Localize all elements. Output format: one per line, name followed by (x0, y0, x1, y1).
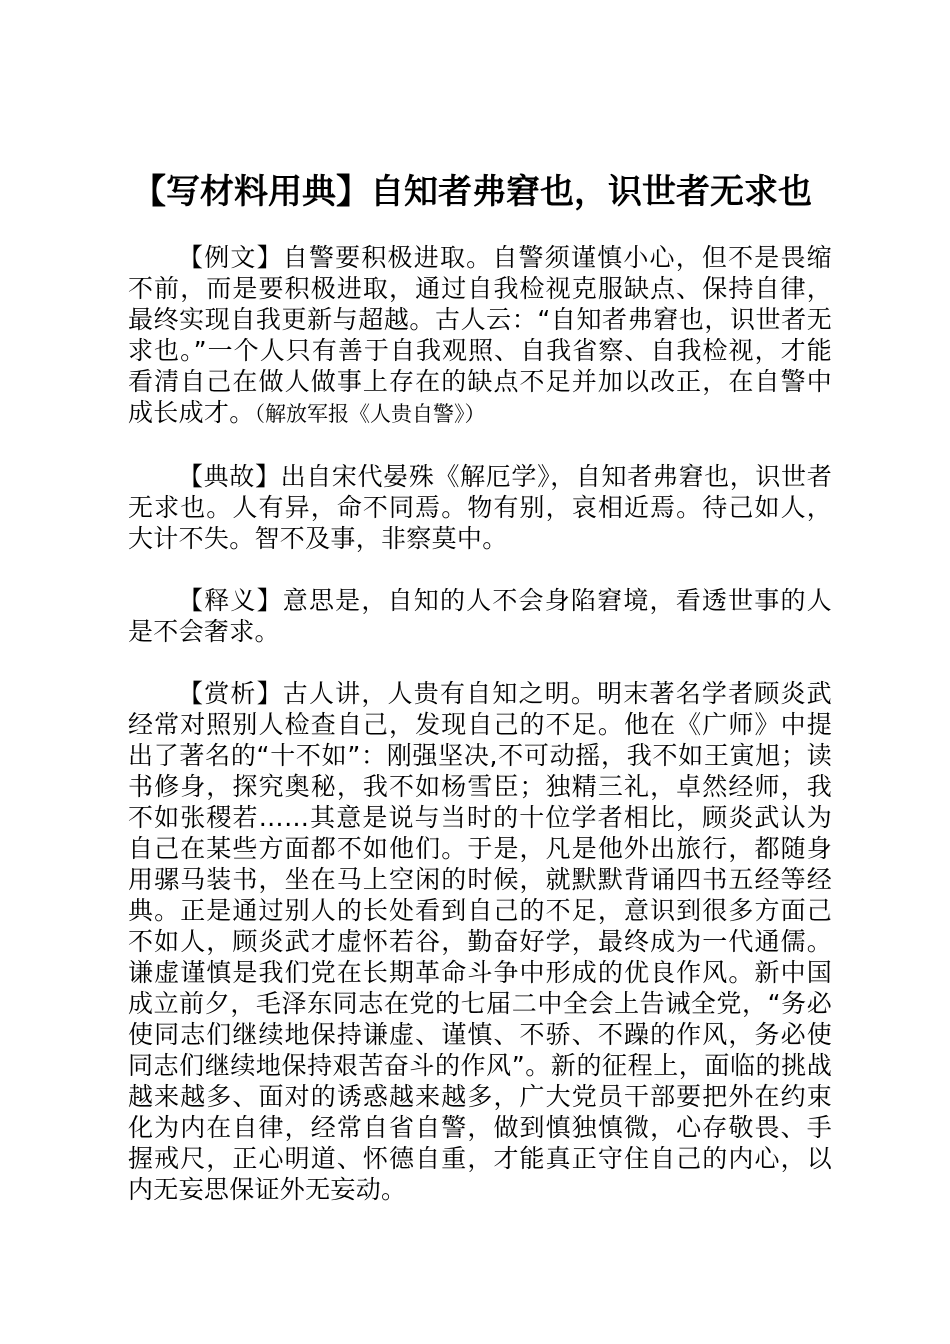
example-tag: 【例文】 (178, 243, 283, 272)
allusion-text: 出自宋代晏殊《解厄学》，自知者弗窘也，识世者无求也。人有异，命不同焉。物有别，哀相近焉。待己如人，大计不失。智不及事，非察莫中。 (128, 462, 832, 553)
appreciation-tag: 【赏析】 (178, 679, 283, 708)
example-text: 自警要积极进取。自警须谨慎小心，但不是畏缩不前，而是要积极进取，通过自我检视克服缺点、保持自律，最终实现自我更新与超越。古人云：“自知者弗窘也，识世者无求也。”一个人只有善于自我观照、自我省察、自我检视，才能看清自己在做人做事上存在的缺点不足并加以改正，在自警中成长成才。 (128, 243, 832, 427)
example-source: （解放军报《人贵自警》） (254, 402, 486, 426)
meaning-paragraph (128, 585, 832, 647)
appreciation-text: 古人讲，人贵有自知之明。明末著名学者顾炎武经常对照别人检查自己，发现自己的不足。他在《广师》中提出了著名的“十不如”：刚强坚决,不可动摇，我不如王寅旭；读书修身，探究奥秘，我不如杨雪臣；独精三礼，卓然经师，我不如张稷若……其意是说与当时的十位学者相比，顾炎武认为自己在某些方面都不如他们。于是，凡是他外出旅行，都随身用骡马装书，坐在马上空闲的时候，就默默背诵四书五经等经典。正是通过别人的长处看到自己的不足，意识到很多方面己不如人，顾炎武才虚怀若谷，勤奋好学，最终成为一代通儒。谦虚谨慎是我们党在长期革命斗争中形成的优良作风。新中国成立前夕，毛泽东同志在党的七届二中全会上告诫全党，“务必使同志们继续地保持谦虚、谨慎、不骄、不躁的作风，务必使同志们继续地保持艰苦奋斗的作风”。新的征程上，面临的挑战越来越多、面对的诱惑越来越多，广大党员干部要把外在约束化为内在自律，经常自省自警，做到慎独慎微，心存敬畏、手握戒尺，正心明道、怀德自重，才能真正守住自己的内心，以内无妄思保证外无妄动。 (128, 679, 832, 1204)
meaning-text: 意思是，自知的人不会身陷窘境，看透世事的人是不会奢求。 (128, 586, 832, 646)
allusion-tag: 【典故】 (178, 462, 281, 491)
meaning-tag: 【释义】 (178, 586, 283, 615)
appreciation-paragraph (128, 678, 832, 1205)
document-title: 【写材料用典】自知者弗窘也，识世者无求也 (132, 172, 812, 212)
document-page (128, 168, 832, 1205)
example-paragraph (128, 242, 832, 430)
allusion-paragraph (128, 461, 832, 554)
